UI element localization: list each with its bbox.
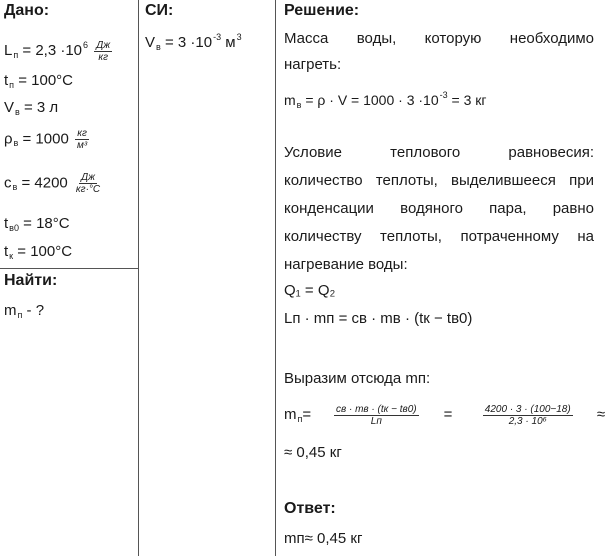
given-latent-heat [4, 36, 112, 64]
subscript: п [297, 414, 303, 424]
symbol: t [4, 215, 9, 232]
solution-text-2: нагреть: [284, 56, 342, 73]
given-final-temp [4, 243, 72, 265]
value: = 100°C [18, 72, 74, 89]
symbol: t [4, 72, 9, 89]
symbol: t [4, 243, 9, 260]
given-specific-heat [4, 172, 102, 196]
formula-line: $m_п=$ $\frac{cв \cdot mв \cdot (tк - tв0)}{Lп}$ = $\frac{4200 \cdot 3 \cdot (100-18)}{\text{2,3 · 10⁶}}$ ≈ [284, 403, 605, 427]
answer-value: mп≈ 0,45 кг [284, 530, 363, 547]
given-density [4, 128, 89, 152]
given-initial-temp [4, 215, 70, 237]
value: = 1000 [22, 130, 69, 148]
fraction-numerator: 4200 · 3 · (100−18) [484, 403, 571, 415]
unit-num: Дж [96, 39, 111, 51]
formula-fraction [317, 404, 435, 427]
symbol: m [284, 406, 297, 423]
symbol: m [4, 302, 17, 319]
value: = 2,3 ·10 [22, 42, 83, 59]
si-volume [145, 28, 242, 56]
fraction-denominator: Lп [370, 415, 382, 427]
column-divider-1 [138, 0, 139, 556]
subscript: в [296, 100, 302, 110]
value: = 4200 [21, 174, 68, 192]
find-heading: Найти: [4, 272, 58, 289]
fraction-numerator: cв · mв · (tк − tв0) [335, 403, 417, 415]
subscript: в [13, 138, 19, 149]
subscript: в [12, 182, 18, 193]
symbol: m [284, 92, 296, 108]
numeric-fraction [463, 404, 593, 427]
approx-sign: ≈ [596, 406, 605, 423]
subscript: к [9, 251, 14, 261]
value: = 100°C [17, 243, 73, 260]
value: = 18°C [23, 215, 70, 232]
answer-heading: Ответ: [284, 500, 336, 517]
subscript: в0 [9, 223, 19, 233]
heat-equality: Q₁ = Q₂ [284, 282, 336, 299]
subscript: п [17, 310, 23, 320]
column-divider-2 [275, 0, 276, 556]
symbol: c [4, 174, 12, 192]
solution-text-1: Масса воды, которую необходимо [284, 30, 594, 47]
unit-den: кг·°C [75, 184, 101, 195]
solution-heading: Решение: [284, 2, 360, 19]
unit-den: м³ [76, 140, 88, 151]
symbol: L [4, 42, 13, 59]
unit-fraction [74, 172, 102, 195]
exponent: -3 [439, 90, 448, 100]
unit-fraction [75, 128, 89, 151]
expression: = ρ · V = 1000 · 3 ·10 [305, 92, 439, 108]
symbol: V [4, 99, 15, 116]
symbol: V [145, 34, 156, 51]
unit-fraction [94, 40, 112, 63]
unit: м [225, 34, 236, 51]
subscript: в [156, 42, 161, 52]
value: - ? [22, 302, 45, 319]
subscript: п [13, 50, 19, 60]
symbol: ρ [4, 130, 13, 148]
unit-num: кг [77, 128, 87, 139]
balance-line-5: нагревание воды: [284, 256, 408, 273]
exponent: 6 [83, 40, 89, 50]
unit-num: Дж [81, 172, 95, 183]
value: = 3 ·10 [164, 34, 213, 51]
result-line: ≈ 0,45 кг [284, 444, 342, 461]
value: = 3 л [23, 99, 59, 116]
row-divider [0, 268, 138, 269]
balance-line-1: Условие теплового равновесия: [284, 144, 594, 161]
fraction-denominator: 2,3 · 10⁶ [508, 415, 547, 427]
unit-exponent: 3 [236, 32, 242, 42]
unit-den: кг [98, 51, 108, 63]
express-text: Выразим отсюда mп: [284, 370, 431, 387]
given-steam-temp [4, 72, 73, 94]
balance-line-2: количество теплоты, выделившееся при [284, 172, 594, 189]
given-heading: Дано: [4, 2, 50, 19]
subscript: п [9, 80, 15, 90]
subscript: в [15, 107, 20, 117]
balance-line-3: конденсации водяного пара, равно [284, 200, 594, 217]
given-volume [4, 99, 58, 121]
si-heading: СИ: [145, 2, 174, 19]
balance-line-4: количеству теплоты, потраченному на [284, 228, 594, 245]
find-unknown [4, 302, 44, 324]
exponent: -3 [213, 32, 222, 42]
mass-equation [284, 86, 487, 114]
heat-balance-equation: Lп · mп = cв · mв · (tк − tв0) [284, 310, 473, 327]
result: = 3 кг [451, 92, 487, 108]
